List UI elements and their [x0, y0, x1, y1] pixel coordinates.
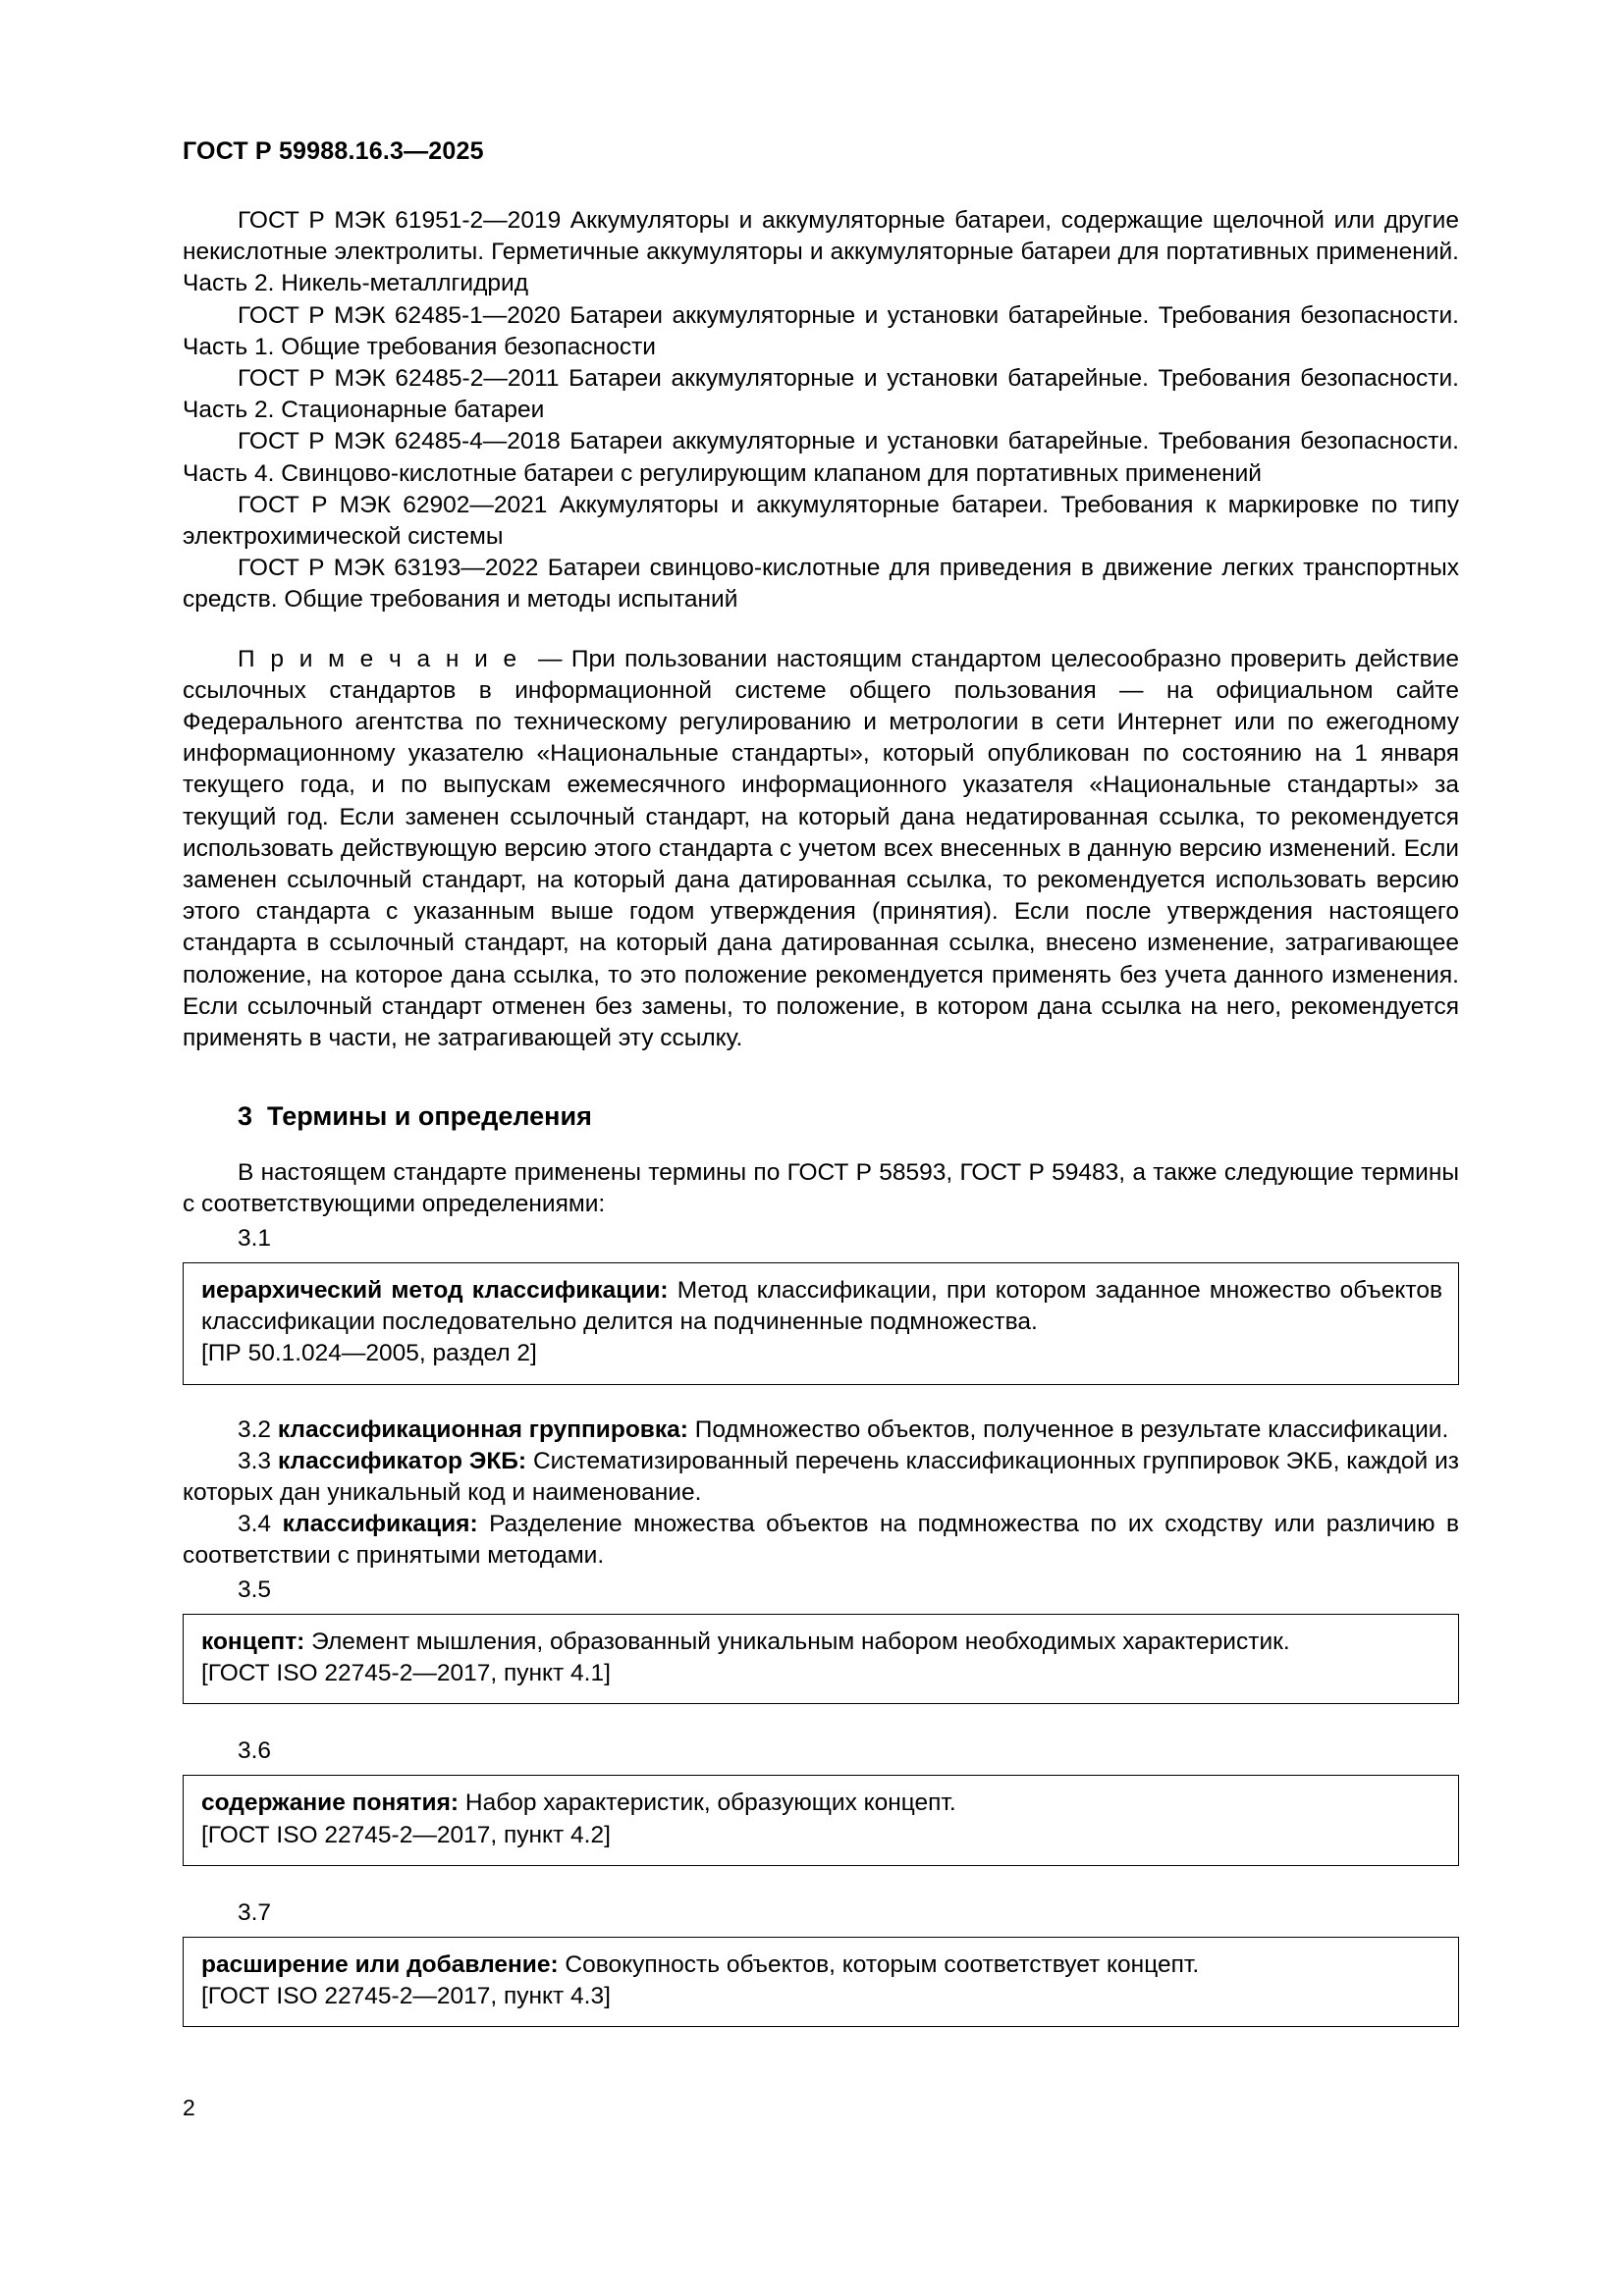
- term-source: [ПР 50.1.024—2005, раздел 2]: [201, 1340, 537, 1367]
- term-name: расширение или добавление:: [201, 1950, 559, 1978]
- section-heading: [238, 1101, 1459, 1132]
- term-definition: Разделение множества объектов на подмножества по их сходству или различию в соответствии с принятыми методами.: [183, 1511, 1459, 1570]
- reference-item: ГОСТ Р МЭК 63193—2022 Батареи свинцово-кислотные для приведения в движение легких транспортных средств. Общие требования и методы испытаний: [183, 555, 1459, 614]
- term-definition: Систематизированный перечень классификационных группировок ЭКБ, каждой из которых дан уникальный код и наименование.: [183, 1447, 1459, 1506]
- term-name: классификация:: [282, 1511, 478, 1538]
- reference-item: ГОСТ Р МЭК 62485-4—2018 Батареи аккумуляторные и установки батарейные. Требования безопасности. Часть 4. Свинцово-кислотные батареи с регулирующим клапаном для портативных применений: [183, 428, 1459, 487]
- term-definition: Набор характеристик, образующих концепт.: [464, 1789, 956, 1817]
- document-standard-number: ГОСТ Р 59988.16.3—2025: [183, 137, 484, 165]
- term-number: 3.7: [238, 1898, 272, 1926]
- normative-references-list: [183, 205, 1459, 616]
- term-definition-box: [183, 1614, 1459, 1704]
- term-definition: Метод классификации, при котором заданное множество объектов классификации последовательно делится на подчиненные подмножества.: [201, 1276, 1442, 1336]
- term-name: классификационная группировка:: [277, 1415, 688, 1443]
- note-dash: —: [538, 645, 563, 672]
- note-label: П р и м е ч а н и е: [238, 645, 520, 672]
- section-intro-paragraph: В настоящем стандарте применены термины по ГОСТ Р 58593, ГОСТ Р 59483, а также следующие термины с соответствующими определениями:: [183, 1159, 1459, 1218]
- term-entry: [183, 1509, 1459, 1572]
- reference-item: ГОСТ Р МЭК 61951-2—2019 Аккумуляторы и аккумуляторные батареи, содержащие щелочной или другие некислотные электролиты. Герметичные аккумуляторы и аккумуляторные батареи для портативных применений. Часть 2. Никель-металлгидрид: [183, 207, 1459, 297]
- term-number: 3.4: [238, 1511, 272, 1538]
- term-entry: [201, 1627, 1442, 1658]
- reference-item: ГОСТ Р МЭК 62902—2021 Аккумуляторы и аккумуляторные батареи. Требования к маркировке по типу электрохимической системы: [183, 491, 1459, 551]
- reference-item: ГОСТ Р МЭК 62485-1—2020 Батареи аккумуляторные и установки батарейные. Требования безопасности. Часть 1. Общие требования безопасности: [183, 301, 1459, 360]
- page-number: 2: [183, 2095, 195, 2120]
- term-name: классификатор ЭКБ:: [277, 1447, 527, 1474]
- term-number: 3.5: [238, 1575, 272, 1603]
- note-paragraph: [183, 644, 1459, 1055]
- term-entry: [183, 1415, 1459, 1446]
- term-definition: Элемент мышления, образованный уникальным набором необходимых характеристик.: [311, 1628, 1290, 1655]
- term-entry: [201, 1275, 1442, 1338]
- term-name: концепт:: [201, 1628, 305, 1655]
- term-number: 3.3: [238, 1447, 272, 1474]
- term-entry: [183, 1446, 1459, 1509]
- page-content: [183, 137, 1459, 2027]
- term-name: содержание понятия:: [201, 1789, 460, 1817]
- term-entry: [201, 1949, 1442, 1981]
- reference-item: ГОСТ Р МЭК 62485-2—2011 Батареи аккумуляторные и установки батарейные. Требования безопасности. Часть 2. Стационарные батареи: [183, 365, 1459, 424]
- term-source: [ГОСТ ISO 22745-2—2017, пункт 4.2]: [201, 1821, 611, 1848]
- term-number: 3.1: [238, 1224, 272, 1252]
- term-name: иерархический метод классификации:: [201, 1276, 669, 1304]
- term-source: [ГОСТ ISO 22745-2—2017, пункт 4.3]: [201, 1983, 611, 2010]
- term-definition: Подмножество объектов, полученное в результате классификации.: [694, 1415, 1449, 1443]
- term-definition-box: [183, 1262, 1459, 1385]
- term-number: 3.6: [238, 1737, 272, 1765]
- term-definition: Совокупность объектов, которым соответствует концепт.: [565, 1950, 1200, 1978]
- note-text: При пользовании настоящим стандартом целесообразно проверить действие ссылочных стандартов в информационной системе общего пользования — на официальном сайте Федерального агентства по техническому регулированию и метрологии в сети Интернет или по ежегодному информационному указателю «Национальные стандарты», который опубликован по состоянию на 1 января текущего года, и по выпускам ежемесячного информационного указателя «Национальные стандарты» за текущий год. Если заменен ссылочный стандарт, на который дана недатированная ссылка, то рекомендуется использовать действующую версию этого стандарта с учетом всех внесенных в данную версию изменений. Если заменен ссылочный стандарт, на который дана датированная ссылка, то рекомендуется использовать версию этого стандарта с указанным выше годом утверждения (принятия). Если после утверждения настоящего стандарта в ссылочный стандарт, на который дана датированная ссылка, внесено изменение, затрагивающее положение, на которое дана ссылка, то это положение рекомендуется применять без учета данного изменения. Если ссылочный стандарт отменен без замены, то положение, в котором дана ссылка на него, рекомендуется применять в части, не затрагивающей эту ссылку.: [183, 645, 1459, 1052]
- term-entry: [201, 1788, 1442, 1819]
- term-number: 3.2: [238, 1415, 272, 1443]
- section-title-text: Термины и определения: [267, 1101, 592, 1132]
- term-definition-box: [183, 1775, 1459, 1865]
- section-number: 3: [238, 1101, 253, 1132]
- term-definition-box: [183, 1937, 1459, 2027]
- term-source: [ГОСТ ISO 22745-2—2017, пункт 4.1]: [201, 1659, 611, 1686]
